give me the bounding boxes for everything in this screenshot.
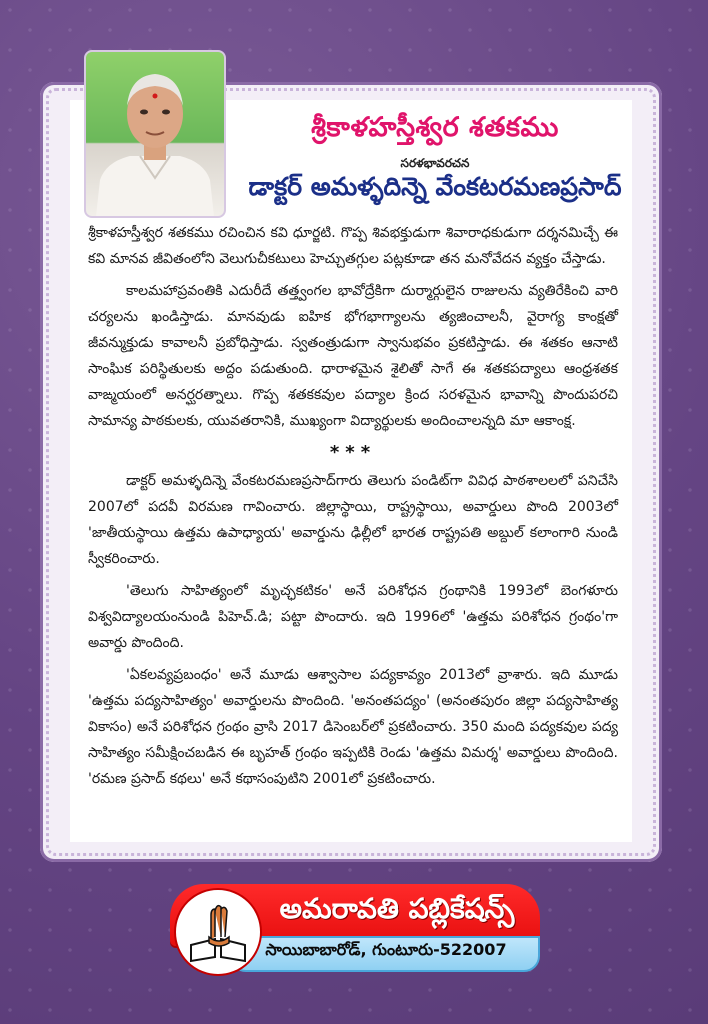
section-separator: *** (329, 442, 377, 463)
author-photo (84, 50, 226, 218)
book-subtitle: సరళభావరచన (400, 156, 470, 170)
paragraph-2: కాలమహాప్రవంతికి ఎదురీదే తత్త్వంగల భావోద్రేకిగా దుర్మార్గులైన రాజులను వ్యతిరేకించి వారి చర్యలను ఖండిస్తాడు. మానవుడు ఐహిక భోగభాగ్యాలను త్యజించాలనీ, వైరాగ్య కాంక్షతో జీవన్ముక్తుడు కావాలనీ ప్రబోధిస్తాడు. స్వతంత్రుడుగా స్వానుభవం ప్రకటిస్తాడు. ఈ శతకం ఆనాటి సాంఘిక పరిస్థితులకు అద్దం పడుతుంది. ధారాళమైన శైలితో సాగే ఈ శతకపద్యాలు ఆంధ్రశతక వాఙ్మయంలో అనర్ఘరత్నాలు. గొప్ప శతకకవుల పద్యాల క్రింద సరళమైన భావాన్ని పొందుపరచి సామాన్య పాఠకులకు, యువతరానికి, ముఖ్యంగా విద్యార్థులకు అందించాలన్నది మా ఆకాంక్ష. (88, 283, 618, 429)
blurb-text (88, 220, 618, 798)
paragraph-5: 'ఏకలవ్యప్రబంధం' అనే మూడు ఆశ్వాసాల పద్యకావ్యం 2013లో వ్రాశారు. ఇది మూడు 'ఉత్తమ పద్యసాహిత్యం' అవార్డులను పొందింది. 'అనంతపద్యం' (అనంతపురం జిల్లా పద్యసాహిత్య వికాసం) అనే పరిశోధన గ్రంథం వ్రాసి 2017 డిసెంబర్‌లో ప్రకటించారు. 350 మంది పద్యకవుల పద్య సాహిత్యం సమీక్షించబడిన ఈ బృహత్ గ్రంథం ఇప్పటికి రెండు 'ఉత్తమ విమర్శ' అవార్డులు పొందింది. 'రమణ ప్రసాద్ కథలు' అనే కథాసంపుటిని 2001లో ప్రకటించారు. (88, 667, 618, 787)
publisher-badge (170, 884, 540, 980)
publisher-address: సాయిబాబారోడ్, గుంటూరు-522007 (265, 940, 507, 959)
paragraph-3: డాక్టర్ అమళ్ళదిన్నె వేంకటరమణప్రసాద్‌గారు తెలుగు పండిట్‌గా వివిధ పాఠశాలలలో పనిచేసి 2007లో పదవీ విరమణ గావించారు. జిల్లాస్థాయి, రాష్ట్రస్థాయి, అవార్డులు పొంది 2003లో 'జాతీయస్థాయి ఉత్తమ ఉపాధ్యాయ' అవార్డును ఢిల్లీలో భారత రాష్ట్రపతి అబ్దుల్ కలాంగారి నుండి స్వీకరించారు. (88, 473, 618, 567)
publisher-name: అమరావతి పబ్లికేషన్స్ (279, 892, 515, 925)
paragraph-4: 'తెలుగు సాహిత్యంలో మృచ్ఛకటికం' అనే పరిశోధన గ్రంథానికి 1993లో బెంగళూరు విశ్వవిద్యాలయంనుండి పిహెచ్.డి; పట్టా పొందారు. ఇది 1996లో 'ఉత్తమ పరిశోధన గ్రంథం'గా అవార్డు పొందింది. (88, 583, 618, 651)
paragraph-1: శ్రీకాళహస్తీశ్వర శతకము రచించిన కవి ధూర్జటి. గొప్ప శివభక్తుడుగా శివారాధకుడుగా దర్శనమిచ్చే ఈ కవి మానవ జీవితంలోని వెలుగుచీకటులు హెచ్చుతగ్గుల పట్లకూడా తన మనోవేదన వ్యక్తం చేస్తాడు. (88, 225, 618, 267)
book-title: శ్రీకాళహస్తీశ్వర శతకము (311, 112, 559, 143)
author-name: డాక్టర్ అమళ్ళదిన్నె వేంకటరమణప్రసాద్ (248, 172, 622, 201)
